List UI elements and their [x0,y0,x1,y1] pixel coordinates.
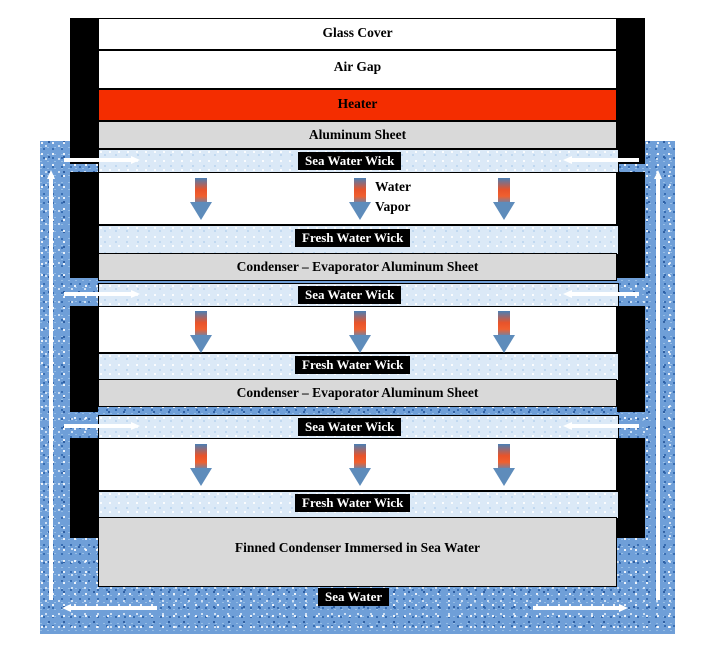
frame-left-stage-3 [70,438,98,538]
frame-left-top [70,18,98,164]
frame-right-stage-1 [617,172,645,278]
frame-right-stage-2 [617,306,645,412]
feed-arrow-right-2 [563,290,639,298]
frame-right-stage-3 [617,438,645,538]
feed-arrow-left-3 [64,422,140,430]
bottom-flow-arrow-right [533,604,628,612]
frame-left-stage-1 [70,172,98,278]
vapor-arrow-2b [349,311,371,353]
riser-arrow-left [47,170,55,600]
feed-arrow-right-3 [563,422,639,430]
sea-water-wick-label-1: Sea Water Wick [298,152,401,170]
bottom-flow-arrow-left [62,604,157,612]
vapor-arrow-3c [493,444,515,486]
air-gap-label: Air Gap [333,59,382,74]
feed-arrow-left-2 [64,290,140,298]
condenser-evaporator-label-1: Condenser – Evaporator Aluminum Sheet [236,259,479,274]
fresh-water-wick-label-2: Fresh Water Wick [295,356,410,374]
aluminum-sheet-label: Aluminum Sheet [308,127,407,142]
heater-label: Heater [337,96,378,111]
vapor-arrow-2a [190,311,212,353]
feed-arrow-left-1 [64,156,140,164]
frame-left-stage-2 [70,306,98,412]
vapor-arrow-1a [190,178,212,220]
frame-right-top [617,18,645,164]
fresh-water-wick-label-1: Fresh Water Wick [295,229,410,247]
vapor-arrow-3a [190,444,212,486]
vapor-arrow-1c [493,178,515,220]
riser-arrow-right [654,170,662,600]
vapor-arrow-1b [349,178,371,220]
sea-water-label: Sea Water [318,588,389,606]
sea-water-wick-label-3: Sea Water Wick [298,418,401,436]
vapor-arrow-2c [493,311,515,353]
sea-water-wick-label-2: Sea Water Wick [298,286,401,304]
finned-condenser-label: Finned Condenser Immersed in Sea Water [234,540,481,555]
fresh-water-wick-label-3: Fresh Water Wick [295,494,410,512]
condenser-evaporator-label-2: Condenser – Evaporator Aluminum Sheet [236,385,479,400]
vapor-arrow-3b [349,444,371,486]
feed-arrow-right-1 [563,156,639,164]
water-label: Water [375,179,411,194]
glass-cover-label: Glass Cover [322,25,393,40]
vapor-label: Vapor [375,199,411,214]
